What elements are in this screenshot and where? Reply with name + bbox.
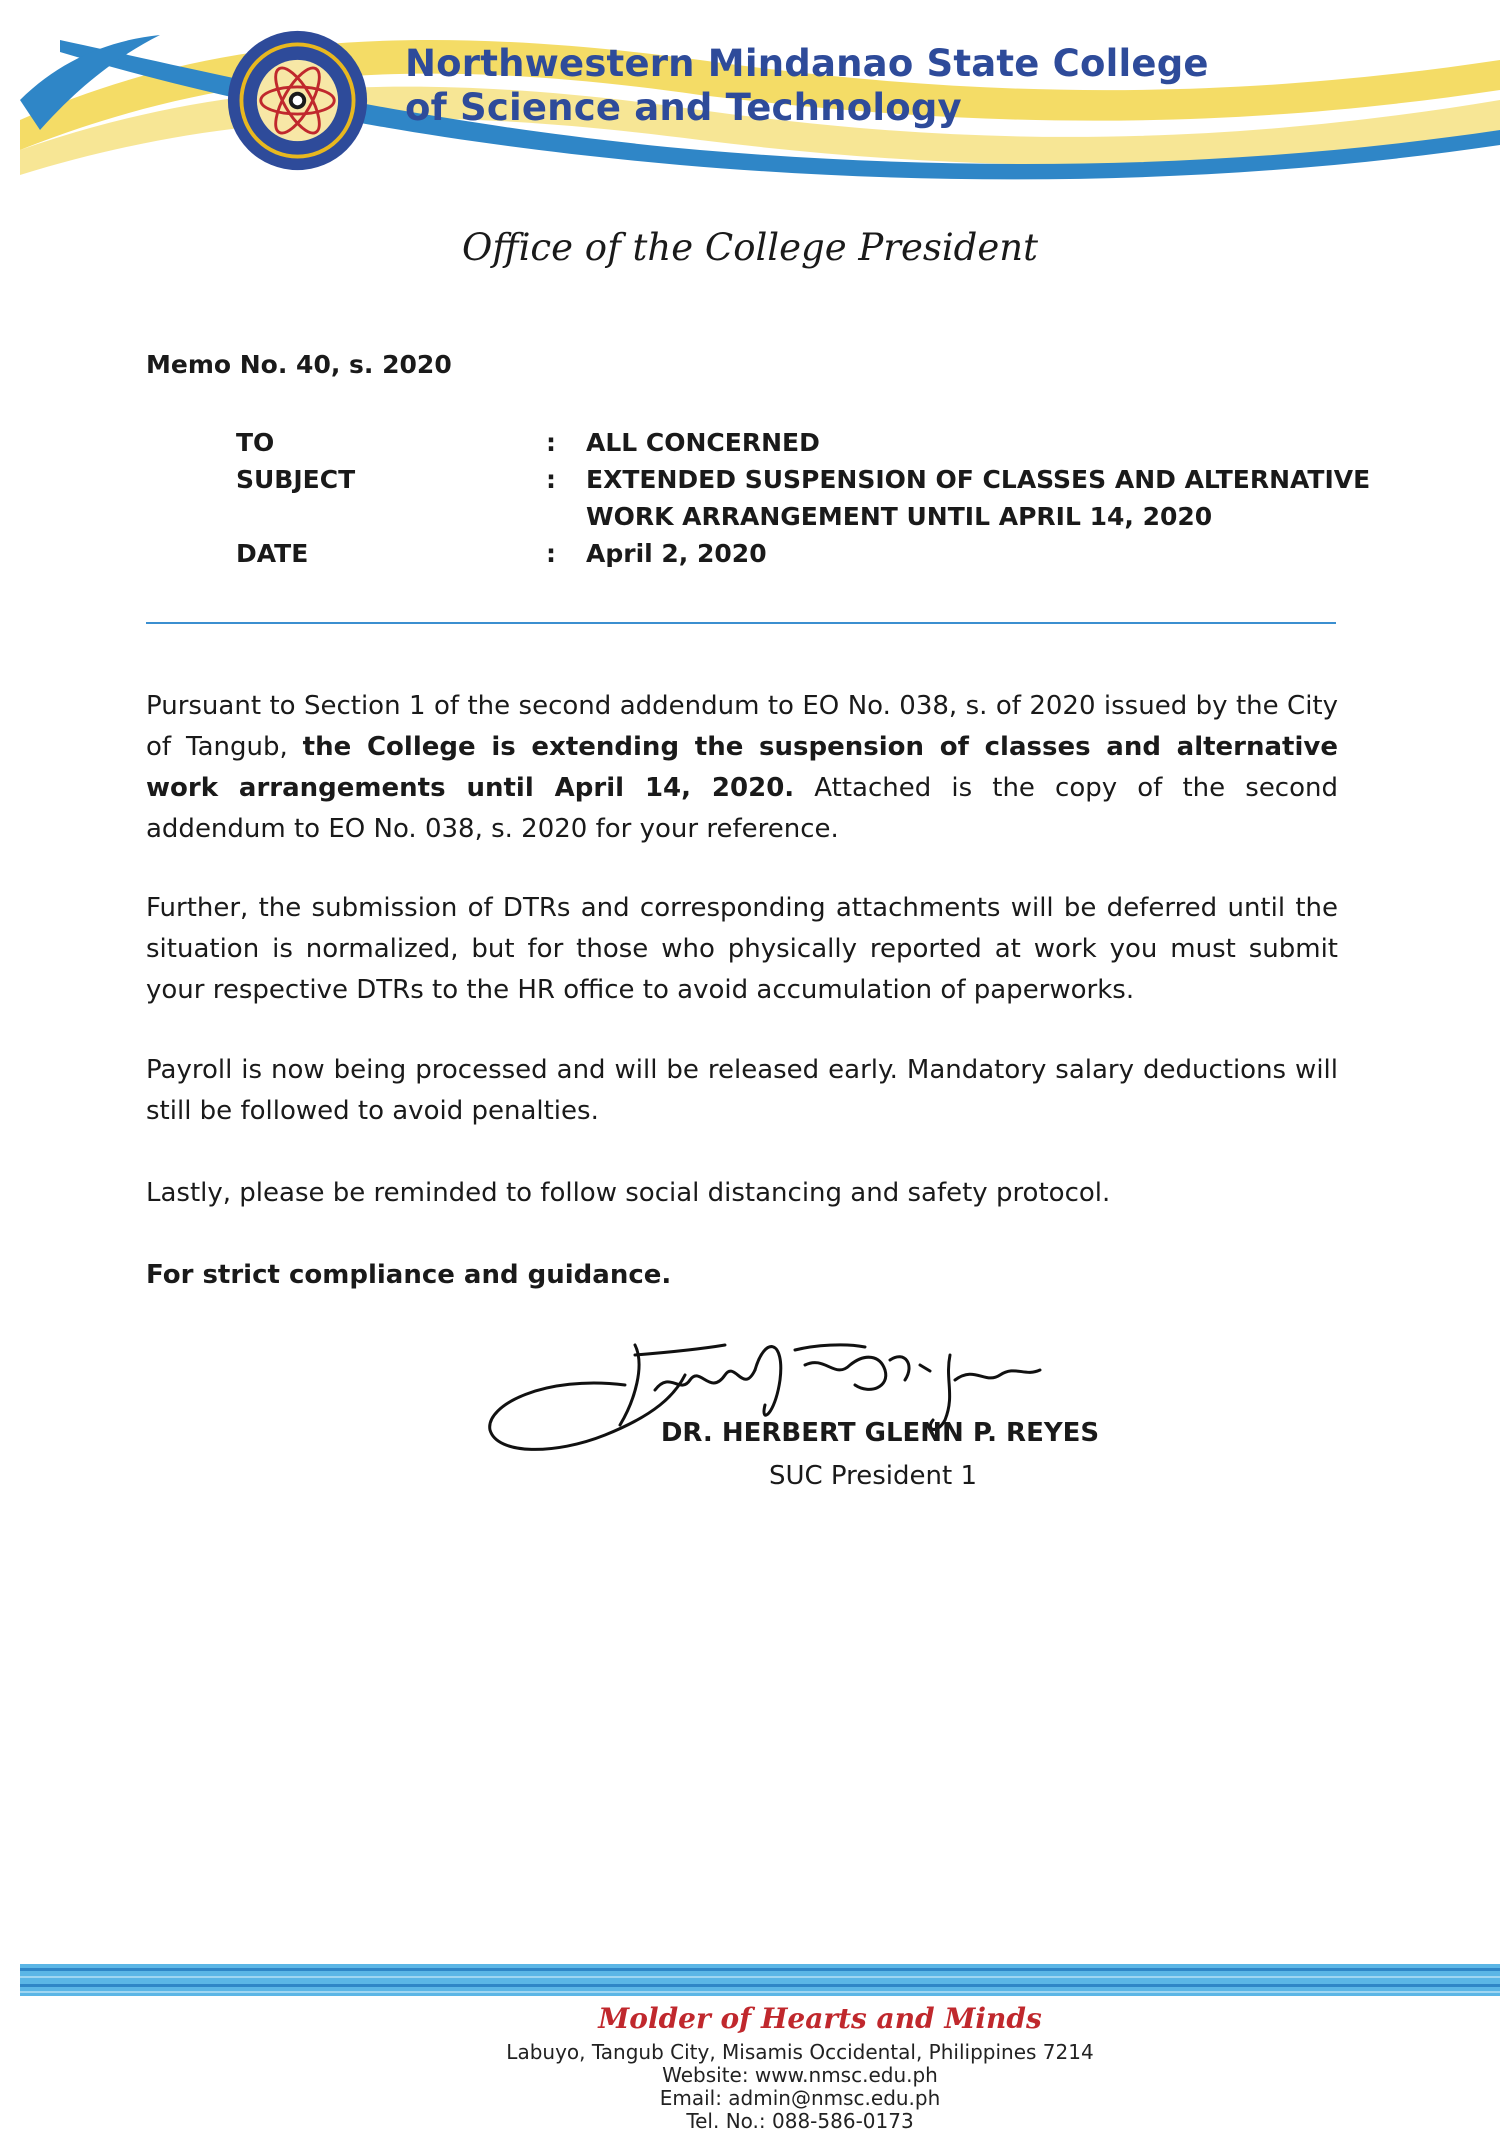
paragraph-1-end: Attached is the copy of the second addendum to EO No. 038, s. 2020 for your reference. (146, 773, 1338, 844)
field-colon: : (546, 539, 556, 568)
footer-address: Labuyo, Tangub City, Misamis Occidental, Philippines 7214 (506, 2040, 1094, 2064)
paragraph-1-start: Pursuant to Section 1 of the second addendum to EO No. 038, s. of 2020 issued by the City of Tangub, (146, 691, 1338, 762)
field-label: DATE (236, 539, 309, 568)
footer-tagline: Molder of Hearts and Minds (598, 2002, 1042, 2035)
field-colon: : (546, 428, 556, 457)
field-value: EXTENDED SUSPENSION OF CLASSES AND ALTERNATIVE (586, 465, 1371, 494)
memo-number: Memo No. 40, s. 2020 (146, 350, 452, 379)
field-value: ALL CONCERNED (586, 428, 820, 457)
footer-band (20, 1964, 1500, 1996)
college-name (405, 42, 1209, 130)
paragraph-1 (146, 686, 1338, 850)
paragraph-4: Lastly, please be reminded to follow social distancing and safety protocol. (146, 1178, 1111, 1208)
closing-line: For strict compliance and guidance. (146, 1260, 672, 1290)
field-label: TO (236, 428, 275, 457)
header-divider (146, 622, 1336, 624)
footer-website: Website: www.nmsc.edu.ph (662, 2063, 938, 2087)
field-value-continued: WORK ARRANGEMENT UNTIL APRIL 14, 2020 (586, 502, 1213, 531)
paragraph-2: Further, the submission of DTRs and corresponding attachments will be deferred until the situation is normalized, but for those who physically reported at work you must submit your respective DTRs to the HR office to avoid accumulation of paperworks. (146, 893, 1338, 1005)
college-name-line2: of Science and Technology (405, 86, 962, 129)
field-label: SUBJECT (236, 465, 356, 494)
signatory-title: SUC President 1 (768, 1461, 978, 1491)
signatory-name: DR. HERBERT GLENN P. REYES (660, 1418, 1100, 1448)
office-title: Office of the College President (462, 226, 1038, 269)
college-name-line1: Northwestern Mindanao State College (405, 42, 1209, 85)
paragraph-3: Payroll is now being processed and will be released early. Mandatory salary deductions will still be followed to avoid penalties. (146, 1055, 1338, 1126)
footer-email: Email: admin@nmsc.edu.ph (659, 2086, 941, 2110)
field-colon: : (546, 465, 556, 494)
paragraph-1-emphasis: the College is extending the suspension of classes and alternative work arrangements until April 14, 2020. (146, 732, 1338, 803)
footer-tel: Tel. No.: 088-586-0173 (686, 2109, 914, 2133)
college-seal-icon (225, 28, 370, 173)
field-value: April 2, 2020 (586, 539, 767, 568)
